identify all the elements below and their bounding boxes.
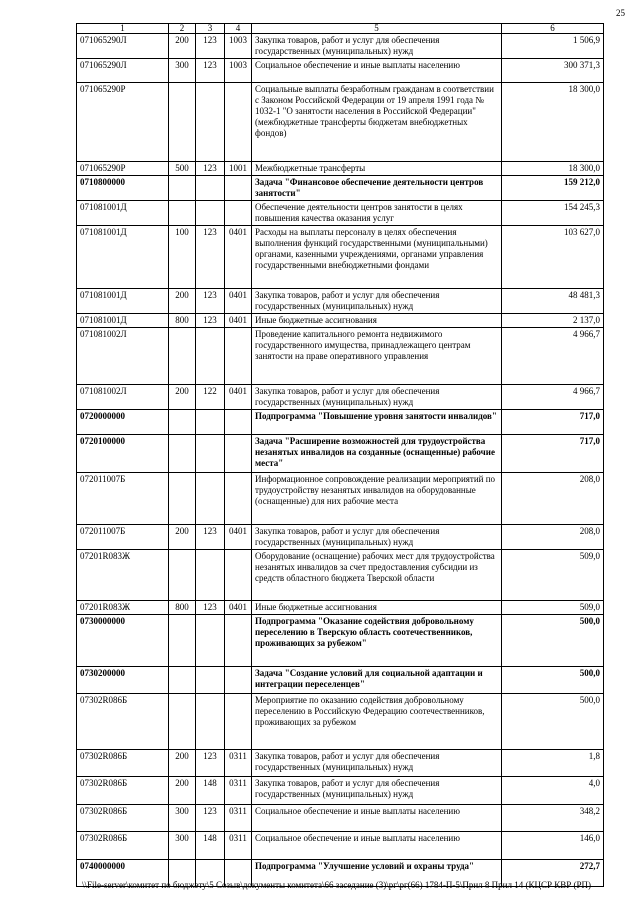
table-row bbox=[77, 289, 604, 314]
table-row bbox=[77, 601, 604, 615]
row-code: 07302R086Б bbox=[77, 750, 169, 777]
table-row bbox=[77, 410, 604, 435]
row-admin-code: 123 bbox=[196, 805, 225, 832]
row-expense-type bbox=[169, 176, 196, 201]
row-code: 071081001Д bbox=[77, 201, 169, 226]
table-row bbox=[77, 667, 604, 694]
table-row bbox=[77, 777, 604, 805]
row-admin-code: 123 bbox=[196, 162, 225, 176]
row-expense-type: 300 bbox=[169, 59, 196, 83]
row-expense-type: 800 bbox=[169, 601, 196, 615]
row-code: 071081001Д bbox=[77, 289, 169, 314]
row-section-code: 0401 bbox=[225, 525, 252, 550]
row-amount: 103 627,0 bbox=[502, 226, 604, 289]
row-code: 0730200000 bbox=[77, 667, 169, 694]
budget-table bbox=[76, 23, 604, 887]
row-amount: 2 137,0 bbox=[502, 314, 604, 328]
row-section-code bbox=[225, 473, 252, 525]
row-code: 07302R086Б bbox=[77, 694, 169, 750]
row-admin-code: 123 bbox=[196, 289, 225, 314]
row-code: 071081001Д bbox=[77, 226, 169, 289]
table-row bbox=[77, 162, 604, 176]
table-row bbox=[77, 615, 604, 667]
row-code: 0740000000 bbox=[77, 860, 169, 887]
row-amount: 154 245,3 bbox=[502, 201, 604, 226]
table-row bbox=[77, 435, 604, 473]
row-amount: 500,0 bbox=[502, 615, 604, 667]
row-section-code bbox=[225, 667, 252, 694]
row-admin-code bbox=[196, 473, 225, 525]
row-code: 0710800000 bbox=[77, 176, 169, 201]
row-amount: 208,0 bbox=[502, 473, 604, 525]
row-section-code bbox=[225, 83, 252, 162]
row-code: 071065290Л bbox=[77, 34, 169, 59]
row-name: Оборудование (оснащение) рабочих мест для трудоустройства незанятых инвалидов за счет предоставления субсидии из средств областного бюджета Тверской области bbox=[252, 550, 502, 601]
table-row bbox=[77, 226, 604, 289]
header-cell: 1 bbox=[77, 24, 169, 34]
row-code: 07302R086Б bbox=[77, 832, 169, 860]
row-name: Расходы на выплаты персоналу в целях обеспечения выполнения функций государственными (муниципальными) органами, казенными учреждениями, органами управления государственными внебюджетными фондами bbox=[252, 226, 502, 289]
row-admin-code bbox=[196, 83, 225, 162]
row-name: Закупка товаров, работ и услуг для обеспечения государственных (муниципальных) нужд bbox=[252, 34, 502, 59]
row-section-code: 1001 bbox=[225, 162, 252, 176]
row-expense-type bbox=[169, 201, 196, 226]
row-amount: 4 966,7 bbox=[502, 328, 604, 385]
row-code: 0730000000 bbox=[77, 615, 169, 667]
row-code: 071081002Л bbox=[77, 385, 169, 410]
row-section-code bbox=[225, 201, 252, 226]
table-header-row bbox=[77, 24, 604, 34]
row-admin-code: 148 bbox=[196, 832, 225, 860]
table-row bbox=[77, 832, 604, 860]
table-row bbox=[77, 385, 604, 410]
row-name: Подпрограмма "Улучшение условий и охраны труда" bbox=[252, 860, 502, 887]
row-expense-type bbox=[169, 435, 196, 473]
row-section-code bbox=[225, 176, 252, 201]
row-section-code bbox=[225, 694, 252, 750]
row-code: 071081001Д bbox=[77, 314, 169, 328]
row-name: Закупка товаров, работ и услуг для обеспечения государственных (муниципальных) нужд bbox=[252, 385, 502, 410]
row-section-code: 0401 bbox=[225, 601, 252, 615]
row-section-code bbox=[225, 435, 252, 473]
row-expense-type bbox=[169, 473, 196, 525]
row-code: 072011007Б bbox=[77, 525, 169, 550]
row-amount: 4,0 bbox=[502, 777, 604, 805]
row-code: 071065290Р bbox=[77, 83, 169, 162]
row-name: Задача "Создание условий для социальной адаптации и интеграции переселенцев" bbox=[252, 667, 502, 694]
row-section-code: 0401 bbox=[225, 385, 252, 410]
row-admin-code: 123 bbox=[196, 59, 225, 83]
row-name: Закупка товаров, работ и услуг для обеспечения государственных (муниципальных) нужд bbox=[252, 525, 502, 550]
row-code: 072011007Б bbox=[77, 473, 169, 525]
row-section-code bbox=[225, 328, 252, 385]
row-code: 07302R086Б bbox=[77, 777, 169, 805]
row-expense-type: 200 bbox=[169, 750, 196, 777]
table-row bbox=[77, 550, 604, 601]
row-name: Подпрограмма "Оказание содействия добровольному переселению в Тверскую область соотечественников, проживающих за рубежом" bbox=[252, 615, 502, 667]
footer-file-path: \\File-server\комитет по бюджету\5 Созыв\документы комитета\66 заседание (3)\рг\рг(66) 1784-П-5\Прил 8 Прил 14 (КЦСР КВР (РП) bbox=[82, 880, 592, 890]
row-name: Социальное обеспечение и иные выплаты населению bbox=[252, 805, 502, 832]
row-section-code bbox=[225, 410, 252, 435]
row-admin-code: 123 bbox=[196, 750, 225, 777]
row-expense-type: 200 bbox=[169, 385, 196, 410]
row-amount: 500,0 bbox=[502, 667, 604, 694]
row-name: Закупка товаров, работ и услуг для обеспечения государственных (муниципальных) нужд bbox=[252, 777, 502, 805]
row-code: 071081002Л bbox=[77, 328, 169, 385]
table-row bbox=[77, 473, 604, 525]
row-name: Задача "Расширение возможностей для трудоустройства незанятых инвалидов на созданные (оснащенные) рабочие места" bbox=[252, 435, 502, 473]
row-section-code: 0311 bbox=[225, 750, 252, 777]
row-admin-code: 123 bbox=[196, 34, 225, 59]
table-row bbox=[77, 176, 604, 201]
table-row bbox=[77, 694, 604, 750]
row-expense-type: 300 bbox=[169, 832, 196, 860]
table-row bbox=[77, 328, 604, 385]
row-name: Социальные выплаты безработным гражданам в соответствии с Законом Российской Федерации от 19 апреля 1991 года № 1032-1 "О занятости населения в Российской Федерации" (межбюджетные трансферты бюджетам внебюджетных фондов) bbox=[252, 83, 502, 162]
row-amount: 509,0 bbox=[502, 601, 604, 615]
row-amount: 717,0 bbox=[502, 410, 604, 435]
row-code: 0720000000 bbox=[77, 410, 169, 435]
row-admin-code bbox=[196, 550, 225, 601]
row-admin-code: 123 bbox=[196, 314, 225, 328]
row-section-code: 0311 bbox=[225, 777, 252, 805]
header-cell: 2 bbox=[169, 24, 196, 34]
row-expense-type: 800 bbox=[169, 314, 196, 328]
row-name: Подпрограмма "Повышение уровня занятости инвалидов" bbox=[252, 410, 502, 435]
row-name: Социальное обеспечение и иные выплаты населению bbox=[252, 832, 502, 860]
table-row bbox=[77, 201, 604, 226]
header-cell: 6 bbox=[502, 24, 604, 34]
row-amount: 4 966,7 bbox=[502, 385, 604, 410]
row-expense-type bbox=[169, 667, 196, 694]
row-name: Социальное обеспечение и иные выплаты населению bbox=[252, 59, 502, 83]
row-amount: 208,0 bbox=[502, 525, 604, 550]
table-row bbox=[77, 83, 604, 162]
page-number: 25 bbox=[616, 8, 625, 18]
row-section-code: 0311 bbox=[225, 805, 252, 832]
row-name: Закупка товаров, работ и услуг для обеспечения государственных (муниципальных) нужд bbox=[252, 289, 502, 314]
row-name: Проведение капитального ремонта недвижимого государственного имущества, принадлежащего центрам занятости на праве оперативного управления bbox=[252, 328, 502, 385]
row-admin-code bbox=[196, 694, 225, 750]
row-expense-type: 300 bbox=[169, 805, 196, 832]
row-admin-code: 122 bbox=[196, 385, 225, 410]
table-row bbox=[77, 314, 604, 328]
row-amount: 272,7 bbox=[502, 860, 604, 887]
row-name: Иные бюджетные ассигнования bbox=[252, 314, 502, 328]
row-section-code bbox=[225, 615, 252, 667]
row-section-code: 1003 bbox=[225, 59, 252, 83]
row-admin-code bbox=[196, 176, 225, 201]
row-admin-code bbox=[196, 667, 225, 694]
row-expense-type bbox=[169, 328, 196, 385]
row-admin-code bbox=[196, 328, 225, 385]
table-row bbox=[77, 34, 604, 59]
row-name: Обеспечение деятельности центров занятости в целях повышения качества оказания услуг bbox=[252, 201, 502, 226]
row-expense-type bbox=[169, 83, 196, 162]
row-amount: 500,0 bbox=[502, 694, 604, 750]
row-admin-code: 123 bbox=[196, 226, 225, 289]
row-section-code: 0311 bbox=[225, 832, 252, 860]
row-name: Межбюджетные трансферты bbox=[252, 162, 502, 176]
row-amount: 18 300,0 bbox=[502, 83, 604, 162]
row-code: 0720100000 bbox=[77, 435, 169, 473]
row-expense-type bbox=[169, 410, 196, 435]
header-cell: 4 bbox=[225, 24, 252, 34]
row-admin-code bbox=[196, 615, 225, 667]
row-amount: 348,2 bbox=[502, 805, 604, 832]
row-amount: 509,0 bbox=[502, 550, 604, 601]
row-section-code: 1003 bbox=[225, 34, 252, 59]
row-amount: 1,8 bbox=[502, 750, 604, 777]
row-expense-type: 200 bbox=[169, 289, 196, 314]
row-admin-code bbox=[196, 435, 225, 473]
row-admin-code: 123 bbox=[196, 525, 225, 550]
row-expense-type: 100 bbox=[169, 226, 196, 289]
row-admin-code: 148 bbox=[196, 777, 225, 805]
row-expense-type bbox=[169, 694, 196, 750]
row-code: 071065290Л bbox=[77, 59, 169, 83]
row-expense-type: 500 bbox=[169, 162, 196, 176]
row-amount: 159 212,0 bbox=[502, 176, 604, 201]
row-code: 071065290Р bbox=[77, 162, 169, 176]
row-amount: 48 481,3 bbox=[502, 289, 604, 314]
row-section-code: 0401 bbox=[225, 226, 252, 289]
row-name: Задача "Финансовое обеспечение деятельности центров занятости" bbox=[252, 176, 502, 201]
row-name: Иные бюджетные ассигнования bbox=[252, 601, 502, 615]
row-admin-code bbox=[196, 410, 225, 435]
table-row bbox=[77, 525, 604, 550]
row-amount: 717,0 bbox=[502, 435, 604, 473]
table-row bbox=[77, 59, 604, 83]
row-name: Мероприятие по оказанию содействия добровольному переселению в Российскую Федерацию соотечественников, проживающих за рубежом bbox=[252, 694, 502, 750]
table-row bbox=[77, 805, 604, 832]
row-amount: 146,0 bbox=[502, 832, 604, 860]
row-admin-code: 123 bbox=[196, 601, 225, 615]
row-section-code: 0401 bbox=[225, 314, 252, 328]
row-amount: 18 300,0 bbox=[502, 162, 604, 176]
row-code: 07201R083Ж bbox=[77, 601, 169, 615]
row-section-code: 0401 bbox=[225, 289, 252, 314]
header-cell: 5 bbox=[252, 24, 502, 34]
row-name: Информационное сопровождение реализации мероприятий по трудоустройству незанятых инвалидов на оборудованные (оснащенные) для них рабочие места bbox=[252, 473, 502, 525]
row-name: Закупка товаров, работ и услуг для обеспечения государственных (муниципальных) нужд bbox=[252, 750, 502, 777]
row-code: 07302R086Б bbox=[77, 805, 169, 832]
row-expense-type: 200 bbox=[169, 777, 196, 805]
row-amount: 300 371,3 bbox=[502, 59, 604, 83]
row-admin-code bbox=[196, 201, 225, 226]
row-section-code bbox=[225, 550, 252, 601]
row-expense-type: 200 bbox=[169, 34, 196, 59]
table-row bbox=[77, 750, 604, 777]
row-expense-type: 200 bbox=[169, 525, 196, 550]
row-amount: 1 506,9 bbox=[502, 34, 604, 59]
row-expense-type bbox=[169, 550, 196, 601]
header-cell: 3 bbox=[196, 24, 225, 34]
row-code: 07201R083Ж bbox=[77, 550, 169, 601]
row-expense-type bbox=[169, 615, 196, 667]
